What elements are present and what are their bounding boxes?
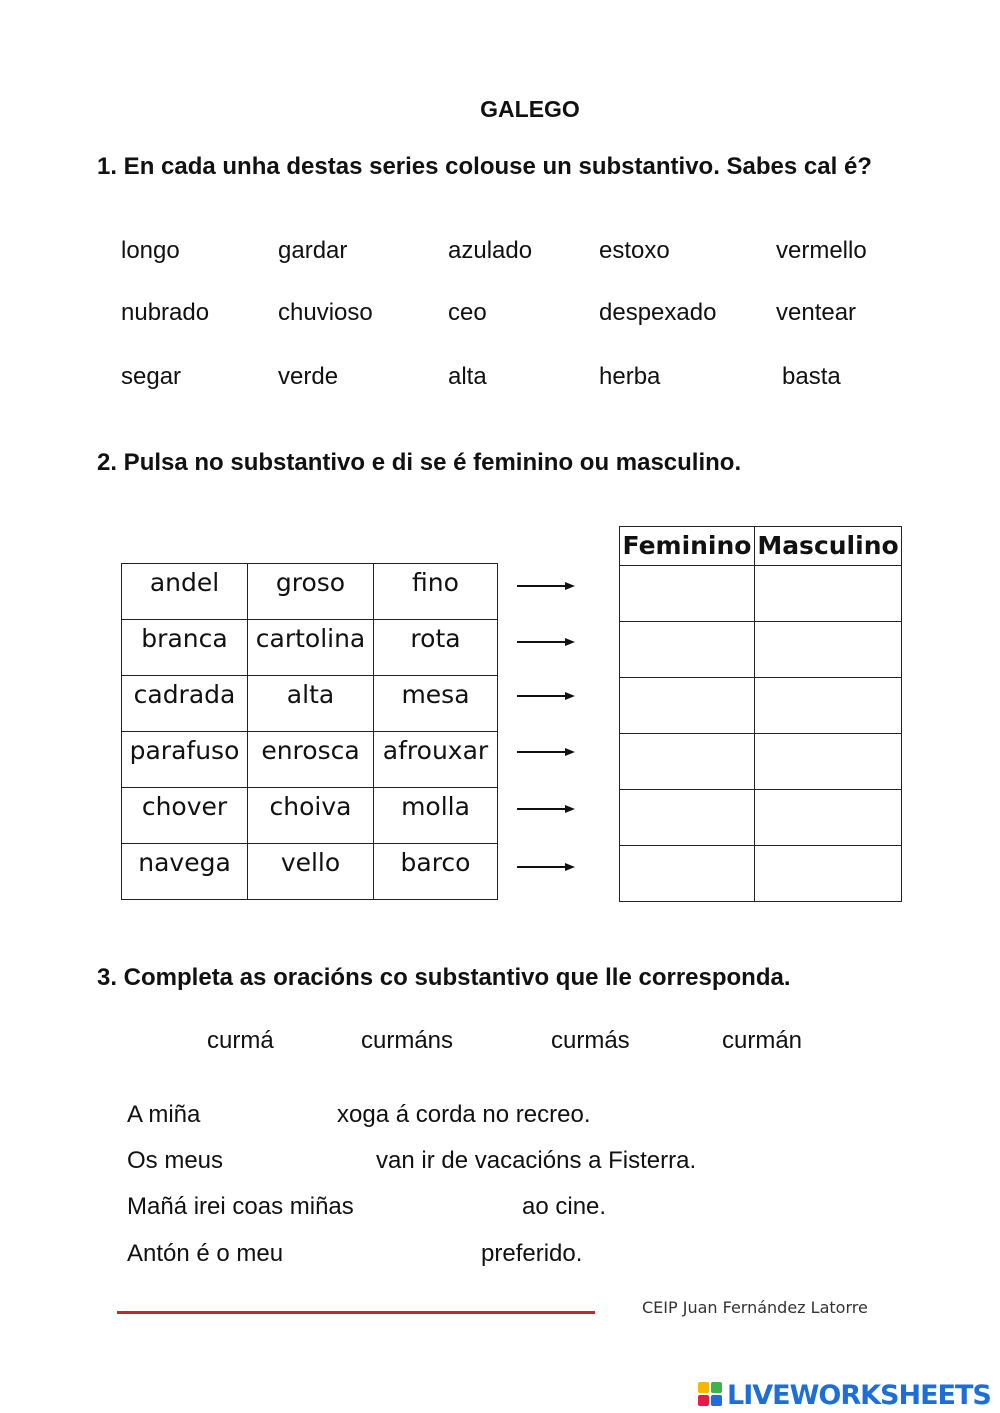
sentence-start: Antón é o meu bbox=[127, 1240, 284, 1267]
arrow-right-icon bbox=[517, 861, 575, 873]
q1-word[interactable]: longo bbox=[121, 237, 180, 264]
footer-divider bbox=[117, 1311, 595, 1314]
word-cell[interactable]: andel bbox=[122, 564, 248, 620]
word-cell[interactable]: cadrada bbox=[122, 676, 248, 732]
blank-input[interactable] bbox=[386, 1193, 516, 1221]
table-row bbox=[620, 678, 902, 734]
brand-name: LIVEWORKSHEETS bbox=[727, 1379, 991, 1411]
arrow-right-icon bbox=[517, 580, 575, 592]
q1-word[interactable]: vermello bbox=[776, 237, 867, 264]
q1-word[interactable]: verde bbox=[278, 363, 339, 390]
word-cell[interactable]: vello bbox=[248, 844, 374, 900]
word-cell[interactable]: mesa bbox=[374, 676, 498, 732]
masculine-answer-cell[interactable] bbox=[755, 790, 902, 846]
masculine-answer-cell[interactable] bbox=[755, 734, 902, 790]
feminine-answer-cell[interactable] bbox=[620, 846, 755, 902]
q1-word[interactable]: despexado bbox=[599, 299, 717, 326]
q1-word[interactable]: azulado bbox=[448, 237, 533, 264]
word-cell[interactable]: enrosca bbox=[248, 732, 374, 788]
masculine-answer-cell[interactable] bbox=[755, 566, 902, 622]
q1-word[interactable]: ceo bbox=[448, 299, 487, 326]
sentence-start: A miña bbox=[127, 1101, 201, 1128]
sentence-end: ao cine. bbox=[522, 1193, 607, 1220]
question-2-heading: 2. Pulsa no substantivo e di se é feminino ou masculino. bbox=[97, 449, 742, 476]
sentence-end: xoga á corda no recreo. bbox=[337, 1101, 591, 1128]
word-cell[interactable]: rota bbox=[374, 620, 498, 676]
masculine-answer-cell[interactable] bbox=[755, 622, 902, 678]
table-row bbox=[620, 846, 902, 902]
word-grid bbox=[121, 563, 498, 900]
blank-input[interactable] bbox=[306, 1240, 474, 1268]
word-cell[interactable]: barco bbox=[374, 844, 498, 900]
q1-word[interactable]: chuvioso bbox=[278, 299, 373, 326]
table-row bbox=[122, 676, 498, 732]
word-cell[interactable]: navega bbox=[122, 844, 248, 900]
masculine-header: Masculino bbox=[755, 527, 902, 566]
q1-word[interactable]: estoxo bbox=[599, 237, 670, 264]
feminine-header: Feminino bbox=[620, 527, 755, 566]
masculine-answer-cell[interactable] bbox=[755, 846, 902, 902]
feminine-answer-cell[interactable] bbox=[620, 622, 755, 678]
word-bank-item[interactable]: curmá bbox=[207, 1027, 274, 1054]
blank-input[interactable] bbox=[216, 1101, 332, 1129]
table-row bbox=[620, 734, 902, 790]
arrow-right-icon bbox=[517, 690, 575, 702]
feminine-answer-cell[interactable] bbox=[620, 566, 755, 622]
word-cell[interactable]: cartolina bbox=[248, 620, 374, 676]
word-cell[interactable]: afrouxar bbox=[374, 732, 498, 788]
gender-answer-table bbox=[619, 526, 902, 902]
liveworksheets-logo bbox=[698, 1379, 991, 1411]
q1-word[interactable]: basta bbox=[782, 363, 841, 390]
word-bank-item[interactable]: curmáns bbox=[361, 1027, 454, 1054]
word-cell[interactable]: fino bbox=[374, 564, 498, 620]
sentence-start: Os meus bbox=[127, 1147, 224, 1174]
table-header-row bbox=[620, 527, 902, 566]
q1-word[interactable]: nubrado bbox=[121, 299, 210, 326]
sentence-end: preferido. bbox=[481, 1240, 583, 1267]
page-title: GALEGO bbox=[480, 96, 580, 122]
word-cell[interactable]: chover bbox=[122, 788, 248, 844]
feminine-answer-cell[interactable] bbox=[620, 678, 755, 734]
table-row bbox=[122, 564, 498, 620]
masculine-answer-cell[interactable] bbox=[755, 678, 902, 734]
word-cell[interactable]: alta bbox=[248, 676, 374, 732]
table-row bbox=[122, 788, 498, 844]
q1-word[interactable]: gardar bbox=[278, 237, 348, 264]
sentence-start: Mañá irei coas miñas bbox=[127, 1193, 354, 1220]
table-row bbox=[122, 620, 498, 676]
school-name: CEIP Juan Fernández Latorre bbox=[642, 1298, 868, 1317]
arrow-right-icon bbox=[517, 803, 575, 815]
liveworksheets-icon bbox=[698, 1382, 724, 1408]
arrow-right-icon bbox=[517, 746, 575, 758]
word-cell[interactable]: groso bbox=[248, 564, 374, 620]
table-row bbox=[620, 622, 902, 678]
feminine-answer-cell[interactable] bbox=[620, 734, 755, 790]
word-cell[interactable]: branca bbox=[122, 620, 248, 676]
q1-word[interactable]: segar bbox=[121, 363, 182, 390]
table-row bbox=[122, 844, 498, 900]
blank-input[interactable] bbox=[240, 1147, 370, 1175]
feminine-answer-cell[interactable] bbox=[620, 790, 755, 846]
word-cell[interactable]: choiva bbox=[248, 788, 374, 844]
sentence-end: van ir de vacacións a Fisterra. bbox=[376, 1147, 697, 1174]
table-row bbox=[122, 732, 498, 788]
word-cell[interactable]: molla bbox=[374, 788, 498, 844]
table-row bbox=[620, 790, 902, 846]
question-3-heading: 3. Completa as oracións co substantivo que lle corresponda. bbox=[97, 964, 791, 991]
q1-word[interactable]: ventear bbox=[776, 299, 857, 326]
arrow-right-icon bbox=[517, 636, 575, 648]
word-bank-item[interactable]: curmás bbox=[551, 1027, 630, 1054]
table-row bbox=[620, 566, 902, 622]
word-bank-item[interactable]: curmán bbox=[722, 1027, 803, 1054]
q1-word[interactable]: herba bbox=[599, 363, 661, 390]
word-cell[interactable]: parafuso bbox=[122, 732, 248, 788]
q1-word[interactable]: alta bbox=[448, 363, 487, 390]
question-1-heading: 1. En cada unha destas series colouse un substantivo. Sabes cal é? bbox=[97, 153, 872, 180]
